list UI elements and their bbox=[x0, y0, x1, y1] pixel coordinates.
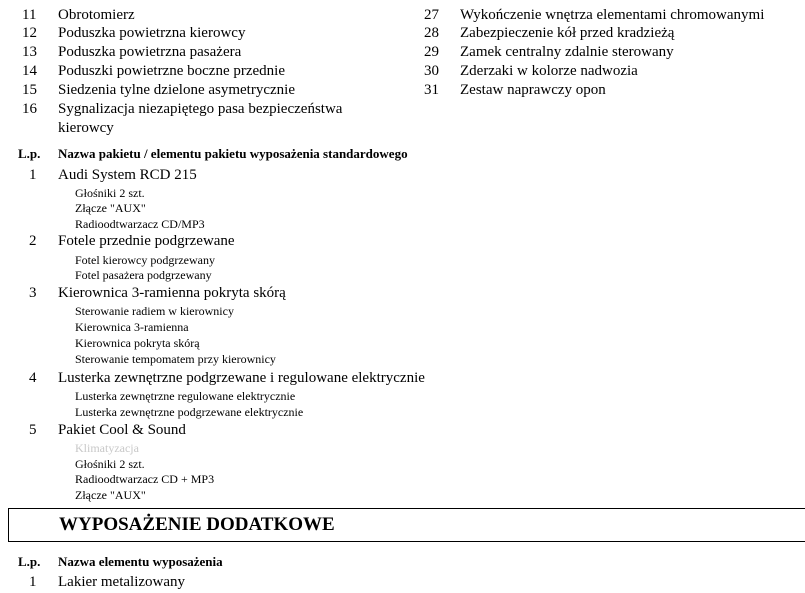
item-number: 30 bbox=[424, 63, 439, 79]
section-title: WYPOSAŻENIE DODATKOWE bbox=[59, 514, 335, 535]
lp-header: L.p. bbox=[18, 146, 41, 161]
additional-item-number: 1 bbox=[29, 574, 37, 590]
packages-table-header bbox=[18, 146, 408, 162]
package-number: 5 bbox=[29, 422, 37, 438]
package-subitem: Klimatyzacja bbox=[75, 441, 139, 455]
additional-table-header bbox=[18, 554, 223, 570]
item-number: 14 bbox=[22, 63, 37, 79]
package-subitem: Złącze "AUX" bbox=[75, 488, 146, 502]
additional-header-title: Nazwa elementu wyposażenia bbox=[58, 554, 223, 569]
item-label: Poduszki powietrzne boczne przednie bbox=[58, 63, 285, 79]
package-number: 2 bbox=[29, 233, 37, 249]
additional-item-label: Lakier metalizowany bbox=[58, 574, 186, 590]
item-label: Zderzaki w kolorze nadwozia bbox=[460, 63, 638, 79]
item-number: 12 bbox=[22, 25, 37, 41]
package-subitem: Radioodtwarzacz CD + MP3 bbox=[75, 472, 215, 486]
item-label: Wykończenie wnętrza elementami chromowanymi bbox=[460, 7, 765, 23]
item-number: 27 bbox=[424, 7, 439, 23]
package-subitem: Lusterka zewnętrzne regulowane elektrycznie bbox=[75, 389, 296, 403]
item-label: Zestaw naprawczy opon bbox=[460, 82, 606, 98]
item-number: 16 bbox=[22, 101, 37, 117]
item-label: Sygnalizacja niezapiętego pasa bezpieczeństwa bbox=[58, 101, 343, 117]
package-subitem: Lusterka zewnętrzne podgrzewane elektrycznie bbox=[75, 405, 304, 419]
package-number: 1 bbox=[29, 167, 37, 183]
package-label: Audi System RCD 215 bbox=[58, 167, 197, 183]
package-subitem: Sterowanie tempomatem przy kierownicy bbox=[75, 352, 276, 366]
item-label: Poduszka powietrzna pasażera bbox=[58, 44, 242, 60]
package-subitem: Radioodtwarzacz CD/MP3 bbox=[75, 217, 205, 231]
item-number: 29 bbox=[424, 44, 439, 60]
item-label: Zamek centralny zdalnie sterowany bbox=[460, 44, 674, 60]
item-number: 28 bbox=[424, 25, 439, 41]
item-number: 15 bbox=[22, 82, 37, 98]
package-subitem: Głośniki 2 szt. bbox=[75, 186, 145, 200]
package-subitem: Złącze "AUX" bbox=[75, 201, 146, 215]
package-label: Kierownica 3-ramienna pokryta skórą bbox=[58, 285, 286, 301]
item-label: Siedzenia tylne dzielone asymetrycznie bbox=[58, 82, 295, 98]
package-subitem: Kierownica pokryta skórą bbox=[75, 336, 200, 350]
package-subitem: Fotel pasażera podgrzewany bbox=[75, 268, 212, 282]
item-label: Poduszka powietrzna kierowcy bbox=[58, 25, 246, 41]
package-subitem: Fotel kierowcy podgrzewany bbox=[75, 253, 215, 267]
item-label-continued: kierowcy bbox=[58, 120, 114, 136]
item-number: 31 bbox=[424, 82, 439, 98]
package-label: Lusterka zewnętrzne podgrzewane i regulowane elektrycznie bbox=[58, 370, 425, 386]
section-header-box bbox=[8, 508, 805, 542]
package-subitem: Głośniki 2 szt. bbox=[75, 457, 145, 471]
packages-header-title: Nazwa pakietu / elementu pakietu wyposażenia standardowego bbox=[58, 146, 408, 161]
item-number: 13 bbox=[22, 44, 37, 60]
item-number: 11 bbox=[22, 7, 37, 23]
item-label: Zabezpieczenie kół przed kradzieżą bbox=[460, 25, 675, 41]
package-label: Pakiet Cool & Sound bbox=[58, 422, 186, 438]
package-label: Fotele przednie podgrzewane bbox=[58, 233, 235, 249]
package-number: 4 bbox=[29, 370, 37, 386]
lp-header: L.p. bbox=[18, 554, 41, 569]
package-subitem: Kierownica 3-ramienna bbox=[75, 320, 189, 334]
item-label: Obrotomierz bbox=[58, 7, 135, 23]
package-subitem: Sterowanie radiem w kierownicy bbox=[75, 304, 234, 318]
package-number: 3 bbox=[29, 285, 37, 301]
